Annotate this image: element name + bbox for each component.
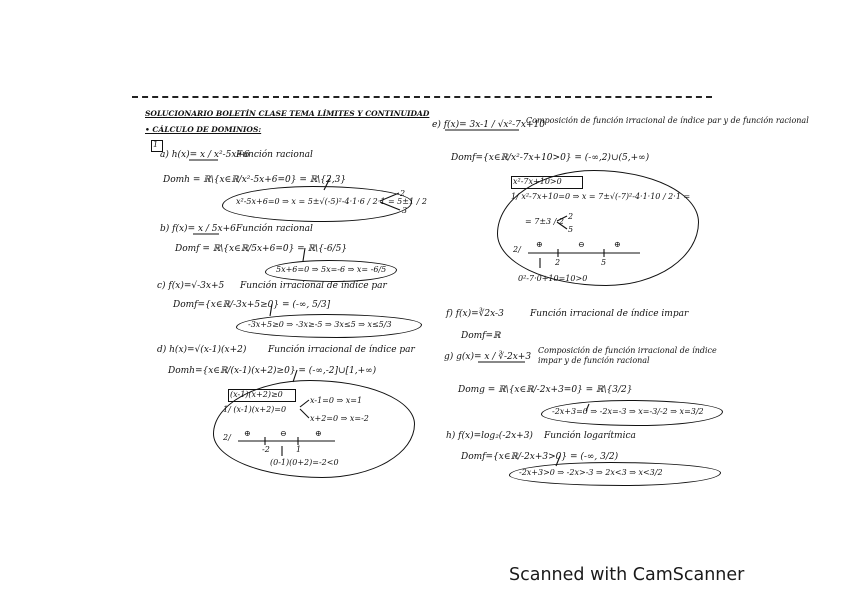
item-a-pointer <box>324 178 330 190</box>
item-g-pointer <box>586 404 589 411</box>
item-d-branch-1: x-1=0 ⇒ x=1 <box>310 396 363 405</box>
item-b-function: b) f(x)= x / 5x+6 <box>160 224 236 234</box>
item-d-type: Función irracional de índice par <box>268 345 415 355</box>
item-d-step-2: 2/ <box>223 433 231 442</box>
item-h-pointer <box>556 456 560 466</box>
item-e-sign-3: ⊕ <box>614 240 621 249</box>
item-d-sign-1: ⊕ <box>244 429 251 438</box>
item-e-arrow-up <box>557 216 567 221</box>
item-a-domain: Domh = ℝ\{x∈ℝ/x²-5x+6=0} = ℝ\{2,3} <box>163 175 347 185</box>
item-d-sign-2: ⊖ <box>280 429 287 438</box>
item-a-function: a) h(x)= x / x²-5x+6 <box>160 150 250 160</box>
item-c-function: c) f(x)=√-3x+5 <box>157 281 225 291</box>
item-f-function: f) f(x)=∛2x-3 <box>446 309 504 319</box>
item-e-tick-1: 2 <box>555 258 561 267</box>
item-a-arrow-up <box>380 193 399 201</box>
item-d-sign-3: ⊕ <box>315 429 322 438</box>
item-d-arrow-down <box>300 409 309 418</box>
item-f-domain: Domf=ℝ <box>461 331 501 341</box>
item-d-function: d) h(x)=√(x-1)(x+2) <box>157 345 247 355</box>
item-d-tick-2: 1 <box>296 445 302 454</box>
item-e-fraction: = 7±3 / 2 <box>525 217 564 226</box>
item-a-type: Función racional <box>236 150 313 160</box>
item-g-work: -2x+3=0 ⇒ -2x=-3 ⇒ x=-3/-2 ⇒ x=3/2 <box>552 407 704 416</box>
item-e-check: 0²-7·0+10=10>0 <box>518 274 588 283</box>
item-c-pointer <box>270 304 272 316</box>
item-e-step-2: 2/ <box>513 245 521 254</box>
item-d-boxed-inequality: (x-1)(x+2)≥0 <box>230 390 283 399</box>
page-title: SOLUCIONARIO BOLETÍN CLASE TEMA LÍMITES Y CONTINUIDAD <box>145 109 430 118</box>
item-e-sign-1: ⊕ <box>536 240 543 249</box>
item-h-type: Función logarítmica <box>544 431 636 441</box>
item-g-domain: Domg = ℝ\{x∈ℝ/-2x+3=0} = ℝ\{3/2} <box>458 385 633 395</box>
item-a-root-2: 3 <box>402 206 408 215</box>
item-b-pointer <box>303 248 305 261</box>
item-c-domain: Domf={x∈ℝ/-3x+5≥0} = (-∞, 5/3] <box>173 300 331 310</box>
item-a-work: x²-5x+6=0 ⇒ x = 5±√(-5)²-4·1·6 / 2·1 = 5±1 / 2 <box>236 197 427 206</box>
item-d-step-1: 1/ (x-1)(x+2)=0 <box>223 405 287 414</box>
item-d-check: (0-1)(0+2)=-2<0 <box>270 458 339 467</box>
item-e-boxed-inequality: x²-7x+10>0 <box>513 177 562 186</box>
item-g-type: Composición de función irracional de índice impar y de función racional <box>538 346 717 365</box>
item-e-domain: Domf={x∈ℝ/x²-7x+10>0} = (-∞,2)∪(5,+∞) <box>451 153 650 163</box>
item-e-tick-2: 5 <box>601 258 607 267</box>
item-a-arrow-down <box>380 202 400 210</box>
item-e-sign-2: ⊖ <box>578 240 585 249</box>
item-d-domain: Domh={x∈ℝ/(x-1)(x+2)≥0} = (-∞,-2]∪[1,+∞) <box>168 366 377 376</box>
item-h-domain: Domf={x∈ℝ/-2x+3>0} = (-∞, 3/2) <box>461 452 619 462</box>
item-e-type: Composición de función irracional de índice par y de función racional <box>526 116 809 125</box>
item-d-tick-1: -2 <box>262 445 270 454</box>
exercise-number: 1 <box>153 140 159 149</box>
item-g-function: g) g(x)= x / ∛-2x+3 <box>444 352 532 362</box>
section-heading: • CÁLCULO DE DOMINIOS: <box>145 125 262 134</box>
item-b-work: 5x+6=0 ⇒ 5x=-6 ⇒ x= -6/5 <box>276 265 387 274</box>
item-b-type: Función racional <box>236 224 313 234</box>
item-e-step-1: 1/ x²-7x+10=0 ⇒ x = 7±√(-7)²-4·1·10 / 2·1 = <box>511 192 691 201</box>
item-b-domain: Domf = ℝ\{x∈ℝ/5x+6=0} = ℝ\{-6/5} <box>175 244 348 254</box>
item-f-type: Función irracional de índice impar <box>530 309 689 319</box>
item-e-root-1: 2 <box>568 212 574 221</box>
item-c-type: Función irracional de índice par <box>240 281 387 291</box>
item-h-function: h) f(x)=log₂(-2x+3) <box>446 431 533 441</box>
item-d-branch-2: x+2=0 ⇒ x=-2 <box>310 414 369 423</box>
scanner-watermark: Scanned with CamScanner <box>509 565 745 585</box>
item-e-arrow-down <box>557 222 567 229</box>
item-e-root-2: 5 <box>568 225 574 234</box>
item-e-function: e) f(x)= 3x-1 / √x²-7x+10 <box>432 120 545 130</box>
item-d-pointer <box>293 370 297 382</box>
item-c-work: -3x+5≥0 ⇒ -3x≥-5 ⇒ 3x≤5 ⇒ x≤5/3 <box>248 320 392 329</box>
item-d-arrow-up <box>300 400 309 407</box>
item-a-root-1: 2 <box>400 189 406 198</box>
item-h-work: -2x+3>0 ⇒ -2x>-3 ⇒ 2x<3 ⇒ x<3/2 <box>519 468 663 477</box>
